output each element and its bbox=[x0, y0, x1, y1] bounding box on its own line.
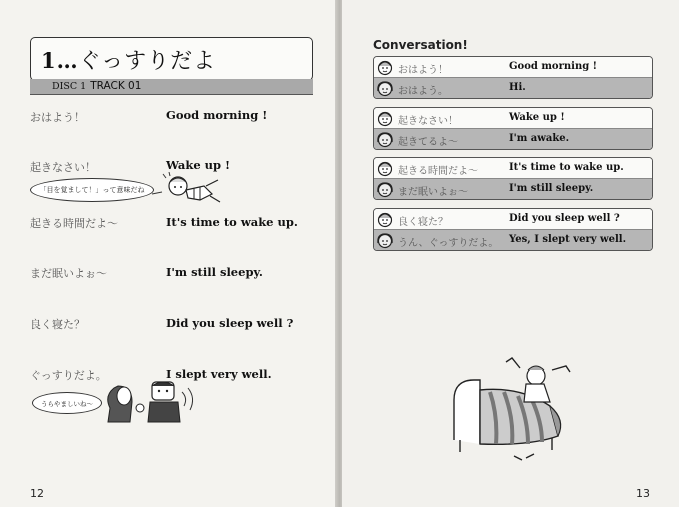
phrase-jp-1: おはよう！ bbox=[30, 111, 85, 124]
dialogue-jp-a: 良く寝た？ bbox=[398, 217, 448, 228]
dialogue-en-b: I'm still sleepy. bbox=[509, 183, 594, 194]
track-number: TRACK 01 bbox=[90, 80, 142, 92]
dialogue-en-b: Yes, I slept very well. bbox=[509, 234, 627, 245]
lesson-number: 1… bbox=[41, 48, 79, 73]
dialogue-jp-b: 起きてるよ～ bbox=[398, 137, 458, 148]
phrase-en-5: Did you sleep well ? bbox=[166, 316, 294, 330]
phrase-jp-5: 良く寝た？ bbox=[30, 318, 85, 331]
phrase-en-6: I slept very well. bbox=[166, 367, 272, 381]
dialogue-jp-a: 起きなさい！ bbox=[398, 116, 458, 127]
dialogue-jp-a: 起きる時間だよ～ bbox=[398, 166, 478, 177]
dialogue-jp-b: おはよう。 bbox=[398, 86, 448, 97]
girl-face-icon bbox=[376, 79, 394, 97]
boy-face-icon bbox=[376, 109, 394, 127]
track-bar bbox=[30, 79, 313, 95]
waking-boy-illustration bbox=[150, 172, 222, 210]
dialogue-line-a bbox=[374, 108, 652, 129]
left-page bbox=[0, 0, 337, 507]
girl-face-icon bbox=[376, 130, 394, 148]
dialogue-en-b: I'm awake. bbox=[509, 133, 570, 144]
dialogue-en-a: Wake up ! bbox=[509, 112, 565, 123]
dialogue-en-a: It's time to wake up. bbox=[509, 162, 624, 173]
boy-face-icon bbox=[376, 210, 394, 228]
dialogue-line-b bbox=[374, 129, 652, 150]
dialogue-box-1 bbox=[373, 56, 653, 99]
phrase-jp-6: ぐっすりだよ。 bbox=[30, 369, 107, 382]
phrase-jp-2: 起きなさい！ bbox=[30, 161, 96, 174]
conversation-title: Conversation! bbox=[373, 38, 468, 52]
dialogue-en-a: Good morning ! bbox=[509, 61, 598, 72]
lesson-title-text: ぐっすりだよ bbox=[78, 49, 217, 74]
phrase-jp-3: 起きる時間だよ～ bbox=[30, 217, 118, 230]
track-label bbox=[52, 80, 141, 92]
dialogue-box-2 bbox=[373, 107, 653, 150]
dialogue-jp-b: うん、ぐっすりだよ。 bbox=[398, 238, 499, 249]
phrase-en-1: Good morning ! bbox=[166, 108, 268, 122]
phrase-en-4: I'm still sleepy. bbox=[166, 265, 263, 279]
lesson-title bbox=[41, 44, 216, 75]
phrase-jp-4: まだ眠いよぉ～ bbox=[30, 267, 107, 280]
page-number-left: 12 bbox=[30, 487, 44, 500]
dialogue-line-b bbox=[374, 78, 652, 99]
phrase-en-3: It's time to wake up. bbox=[166, 215, 298, 229]
dialogue-line-b bbox=[374, 179, 652, 200]
girl-face-icon bbox=[376, 231, 394, 249]
dialogue-line-a bbox=[374, 158, 652, 179]
dialogue-en-a: Did you sleep well ? bbox=[509, 213, 620, 224]
dialogue-en-b: Hi. bbox=[509, 82, 526, 93]
boy-face-icon bbox=[376, 58, 394, 76]
disc-label: DISC 1 bbox=[52, 81, 87, 92]
boy-face-icon bbox=[376, 159, 394, 177]
page-number-right: 13 bbox=[636, 487, 650, 500]
dialogue-box-3 bbox=[373, 157, 653, 200]
dialogue-box-4 bbox=[373, 208, 653, 251]
envious-people-illustration bbox=[100, 378, 210, 424]
dialogue-line-a bbox=[374, 57, 652, 78]
dialogue-line-b bbox=[374, 230, 652, 251]
speech-bubble-wake: 「目を覚まして！」って意味だね bbox=[30, 178, 154, 202]
phrase-en-2: Wake up ! bbox=[166, 158, 231, 172]
dialogue-jp-b: まだ眠いよぉ～ bbox=[398, 187, 468, 198]
dialogue-jp-a: おはよう！ bbox=[398, 65, 448, 76]
lesson-title-box bbox=[30, 37, 313, 81]
speech-bubble-envy: うらやましいね～ bbox=[32, 392, 102, 414]
girl-face-icon bbox=[376, 180, 394, 198]
waking-in-bed-illustration bbox=[440, 340, 580, 470]
dialogue-line-a bbox=[374, 209, 652, 230]
